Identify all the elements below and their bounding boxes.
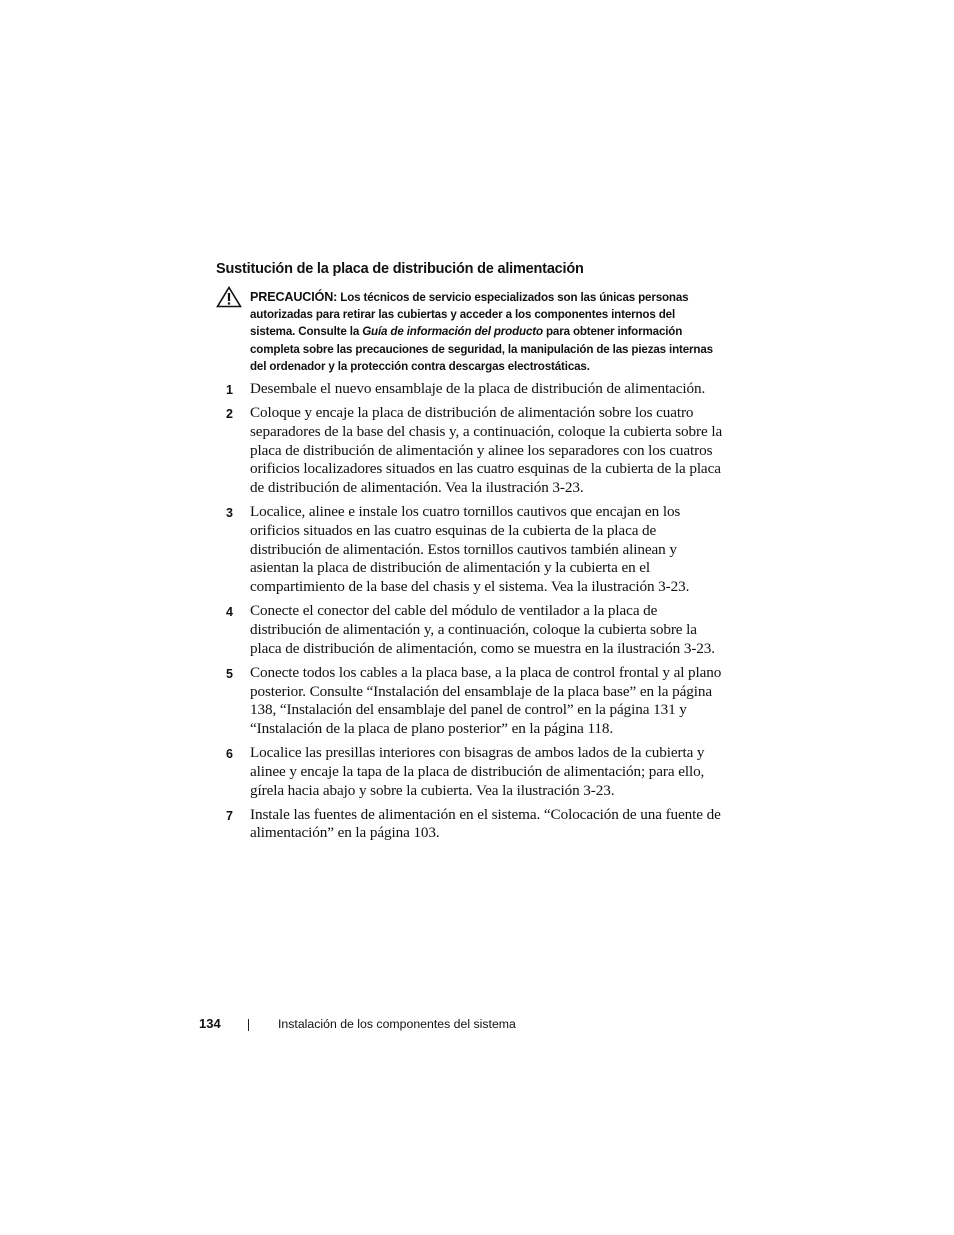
step-number: 5 xyxy=(226,666,233,681)
caution-text xyxy=(250,289,720,375)
step-text: Desembale el nuevo ensamblaje de la placa de distribución de alimentación. xyxy=(250,380,706,397)
caution-text-before: Los técnicos de servicio especializados son las únicas personas autorizadas para retirar las cubiertas y acceder a los componentes internos del sistema. Consulte la xyxy=(250,291,689,339)
step-text: Localice, alinee e instale los cuatro tornillos cautivos que encajan en los orificios situados en las cuatro esquinas de la cubierta de la placa de distribución de alimentación. Estos tornillos cautivos también alinean y asientan la placa de distribución de alimentación y la cubierta en el compartimiento de la base del chasis y el sistema. Vea la ilustración 3-23. xyxy=(250,503,690,596)
page-number: 134 xyxy=(199,1016,221,1031)
step-text: Instale las fuentes de alimentación en el sistema. “Colocación de una fuente de alimentación” en la página 103. xyxy=(250,805,721,842)
step-5 xyxy=(216,664,726,739)
step-number: 4 xyxy=(226,605,233,620)
product-info-guide-reference: Guía de información del producto xyxy=(362,325,543,339)
step-text: Localice las presillas interiores con bisagras de ambos lados de la cubierta y alinee y encaje la tapa de la placa de distribución de alimentación; para ello, gírela hacia abajo y sobre la cubierta. Vea la ilustración 3-23. xyxy=(250,744,705,799)
step-number: 6 xyxy=(226,747,233,762)
step-text: Coloque y encaje la placa de distribución de alimentación sobre los cuatro separadores de la base del chasis y, a continuación, coloque la cubierta sobre la placa de distribución de alimentación y alinee los separadores con los cuatros orificios localizadores situados en las cuatro esquinas de la cubierta de la placa de distribución de alimentación. Vea la ilustración 3-23. xyxy=(250,404,723,497)
step-text: Conecte todos los cables a la placa base, a la placa de control frontal y al plano posterior. Consulte “Instalación del ensamblaje de la placa base” en la página 138, “Instalación del ensamblaje del panel de control” en la página 131 y “Instalación de la placa de plano posterior” en la página 118. xyxy=(250,663,722,737)
step-text: Conecte el conector del cable del módulo de ventilador a la placa de distribución de alimentación y, a continuación, coloque la cubierta sobre la placa de distribución de alimentación, como se muestra en la ilustración 3-23. xyxy=(250,602,715,657)
step-number: 7 xyxy=(226,808,233,823)
step-number: 1 xyxy=(226,383,233,397)
footer-divider xyxy=(248,1019,249,1031)
step-1 xyxy=(216,380,726,399)
step-4 xyxy=(216,602,726,658)
step-number: 3 xyxy=(226,506,233,521)
step-2 xyxy=(216,404,726,498)
step-6 xyxy=(216,744,726,800)
warning-triangle-icon xyxy=(216,286,242,308)
section-heading: Sustitución de la placa de distribución de alimentación xyxy=(216,261,584,277)
step-7 xyxy=(216,806,726,843)
footer-section-title: Instalación de los componentes del sistema xyxy=(278,1017,516,1031)
step-3 xyxy=(216,503,726,597)
caution-label: PRECAUCIÓN: xyxy=(250,290,338,304)
caution-text-after: para obtener información completa sobre las precauciones de seguridad, la manipulación de las piezas internas del ordenador y la protección contra descargas electrostáticas. xyxy=(250,325,713,373)
step-number: 2 xyxy=(226,407,233,422)
steps-list xyxy=(216,380,726,849)
